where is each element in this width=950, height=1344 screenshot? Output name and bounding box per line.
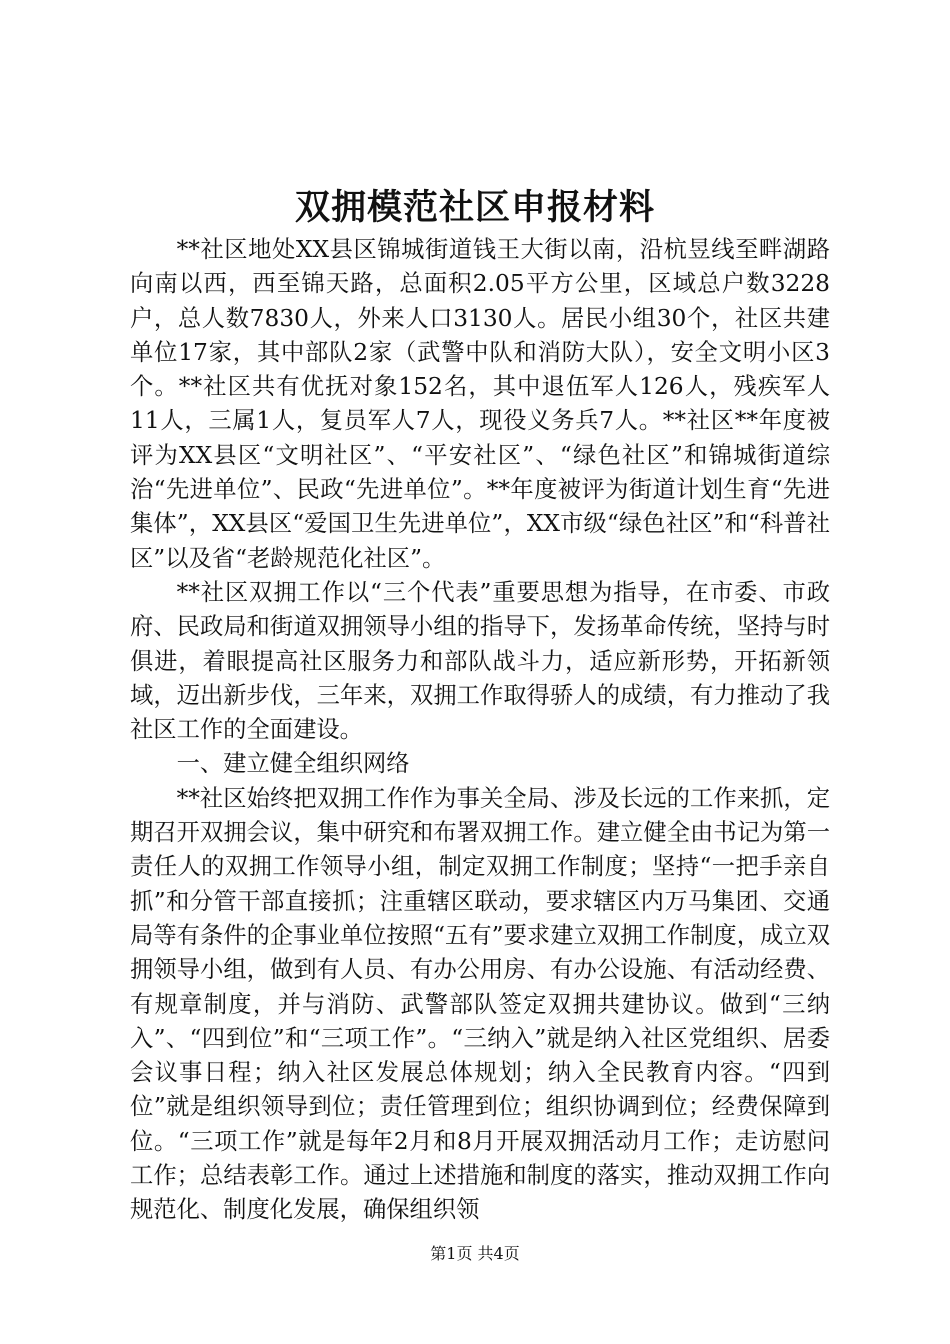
page-number-footer: 第1页 共4页 (430, 1244, 520, 1263)
section-heading: 一、建立健全组织网络 (176, 750, 410, 778)
document-title: 双拥模范社区申报材料 (294, 187, 655, 228)
document-body (130, 233, 830, 1228)
body-paragraph-guidance: **社区双拥工作以“三个代表”重要思想为指导，在市委、市政府、民政局和街道双拥领导小组的指导下，发扬革命传统，坚持与时俱进，着眼提高社区服务力和部队战斗力，适应新形势，开拓新领域，迈出新步伐，三年来，双拥工作取得骄人的成绩，有力推动了我社区工作的全面建设。 (130, 578, 830, 744)
section-paragraph: **社区始终把双拥工作作为事关全局、涉及长远的工作来抓，定期召开双拥会议，集中研究和布署双拥工作。建立健全由书记为第一责任人的双拥工作领导小组，制定双拥工作制度；坚持“一把手亲自抓”和分管干部直接抓；注重辖区联动，要求辖区内万马集团、交通局等有条件的企事业单位按照“五有”要求建立双拥工作制度，成立双拥领导小组，做到有人员、有办公用房、有办公设施、有活动经费、有规章制度，并与消防、武警部队签定双拥共建协议。做到“三纳入”、“四到位”和“三项工作”。“三纳入”就是纳入社区党组织、居委会议事日程；纳入社区发展总体规划；纳入全民教育内容。“四到位”就是组织领导到位；责任管理到位；组织协调到位；经费保障到位。“三项工作”就是每年2月和8月开展双拥活动月工作；走访慰问工作；总结表彰工作。通过上述措施和制度的落实，推动双拥工作向规范化、制度化发展，确保组织领 (130, 784, 830, 1224)
body-paragraph-intro: **社区地处XX县区锦城街道钱王大街以南，沿杭昱线至畔湖路向南以西，西至锦天路，总面积2.05平方公里，区域总户数3228户，总人数7830人，外来人口3130人。居民小组30个，社区共建单位17家，其中部队2家（武警中队和消防大队），安全文明小区3个。**社区共有优抚对象152名，其中退伍军人126人，残疾军人11人，三属1人，复员军人7人，现役义务兵7人。**社区**年度被评为XX县区“文明社区”、“平安社区”、“绿色社区”和锦城街道综治“先进单位”、民政“先进单位”。**年度被评为街道计划生育“先进集体”，XX县区“爱国卫生先进单位”，XX市级“绿色社区”和“科普社区”以及省“老龄规范化社区”。 (130, 236, 830, 572)
